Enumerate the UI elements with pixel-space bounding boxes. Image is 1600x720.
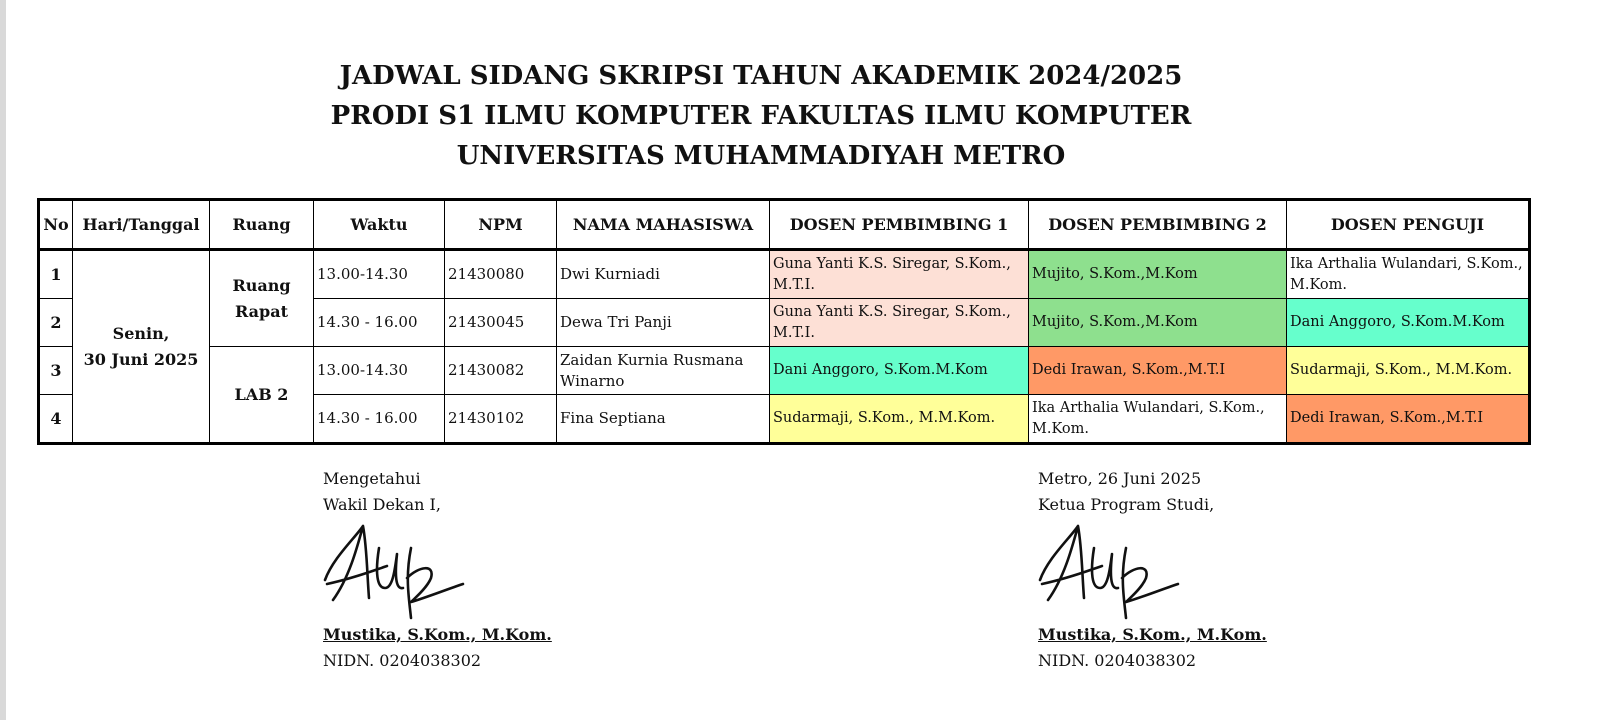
header-dosen-pembimbing-1: DOSEN PEMBIMBING 1: [770, 200, 1029, 250]
table-row: [39, 347, 1530, 395]
schedule-table: [37, 198, 1531, 445]
cell-ruang-rapat: [210, 250, 314, 347]
ruang-line-2: Rapat: [235, 301, 288, 321]
document-page: [6, 0, 1600, 720]
cell-pembimbing-1: Guna Yanti K.S. Siregar, S.Kom., M.T.I.: [770, 299, 1029, 347]
header-waktu: Waktu: [314, 200, 445, 250]
signatory-name-left: Mustika, S.Kom., M.Kom.: [323, 625, 552, 644]
document-title: [6, 56, 1516, 176]
title-line-3: UNIVERSITAS MUHAMMADIYAH METRO: [456, 141, 1066, 171]
cell-npm: 21430082: [445, 347, 557, 395]
cell-nama-mahasiswa: Zaidan Kurnia Rusmana Winarno: [557, 347, 770, 395]
handwritten-signature-right: [1038, 518, 1267, 622]
signatory-nidn-right: NIDN. 0204038302: [1038, 651, 1197, 670]
cell-no: 2: [39, 299, 73, 347]
header-hari-tanggal: Hari/Tanggal: [73, 200, 210, 250]
signature-left-line-1: Mengetahui: [323, 469, 421, 488]
signature-block-left: [323, 466, 552, 674]
cell-pembimbing-2: Dedi Irawan, S.Kom.,M.T.I: [1029, 347, 1287, 395]
cell-npm: 21430045: [445, 299, 557, 347]
cell-pembimbing-2: Mujito, S.Kom.,M.Kom: [1029, 250, 1287, 299]
cell-hari-tanggal: [73, 250, 210, 444]
cell-nama-mahasiswa: Dwi Kurniadi: [557, 250, 770, 299]
signatory-nidn-left: NIDN. 0204038302: [323, 651, 482, 670]
cell-no: 1: [39, 250, 73, 299]
cell-waktu: 13.00-14.30: [314, 250, 445, 299]
signature-drawing: [1030, 518, 1180, 622]
cell-waktu: 14.30 - 16.00: [314, 395, 445, 444]
table-row: [39, 250, 1530, 299]
ruang-line-1: Ruang: [232, 275, 291, 295]
cell-no: 4: [39, 395, 73, 444]
cell-penguji: Ika Arthalia Wulandari, S.Kom., M.Kom.: [1287, 250, 1530, 299]
hari-line-2: 30 Juni 2025: [83, 349, 199, 369]
signature-right-line-2: Ketua Program Studi,: [1038, 495, 1215, 514]
cell-nama-mahasiswa: Dewa Tri Panji: [557, 299, 770, 347]
header-dosen-pembimbing-2: DOSEN PEMBIMBING 2: [1029, 200, 1287, 250]
header-nama-mahasiswa: NAMA MAHASISWA: [557, 200, 770, 250]
cell-nama-mahasiswa: Fina Septiana: [557, 395, 770, 444]
cell-ruang-lab2: LAB 2: [210, 347, 314, 444]
table-header-row: [39, 200, 1530, 250]
signature-right-line-1: Metro, 26 Juni 2025: [1038, 469, 1202, 488]
cell-pembimbing-1: Sudarmaji, S.Kom., M.M.Kom.: [770, 395, 1029, 444]
cell-pembimbing-2: Mujito, S.Kom.,M.Kom: [1029, 299, 1287, 347]
cell-penguji: Dani Anggoro, S.Kom.M.Kom: [1287, 299, 1530, 347]
cell-penguji: Sudarmaji, S.Kom., M.M.Kom.: [1287, 347, 1530, 395]
cell-npm: 21430102: [445, 395, 557, 444]
header-dosen-penguji: DOSEN PENGUJI: [1287, 200, 1530, 250]
signatory-name-right: Mustika, S.Kom., M.Kom.: [1038, 625, 1267, 644]
header-ruang: Ruang: [210, 200, 314, 250]
cell-waktu: 13.00-14.30: [314, 347, 445, 395]
handwritten-signature-left: [323, 518, 552, 622]
title-line-1: JADWAL SIDANG SKRIPSI TAHUN AKADEMIK 2024/2025: [339, 61, 1183, 91]
signature-drawing: [315, 518, 465, 622]
cell-pembimbing-1: Dani Anggoro, S.Kom.M.Kom: [770, 347, 1029, 395]
hari-line-1: Senin,: [112, 323, 170, 343]
cell-pembimbing-2: Ika Arthalia Wulandari, S.Kom., M.Kom.: [1029, 395, 1287, 444]
header-npm: NPM: [445, 200, 557, 250]
cell-pembimbing-1: Guna Yanti K.S. Siregar, S.Kom., M.T.I.: [770, 250, 1029, 299]
cell-no: 3: [39, 347, 73, 395]
signature-left-line-2: Wakil Dekan I,: [323, 495, 441, 514]
cell-penguji: Dedi Irawan, S.Kom.,M.T.I: [1287, 395, 1530, 444]
cell-npm: 21430080: [445, 250, 557, 299]
cell-waktu: 14.30 - 16.00: [314, 299, 445, 347]
header-no: No: [39, 200, 73, 250]
title-line-2: PRODI S1 ILMU KOMPUTER FAKULTAS ILMU KOMPUTER: [330, 101, 1192, 131]
signature-block-right: [1038, 466, 1267, 674]
